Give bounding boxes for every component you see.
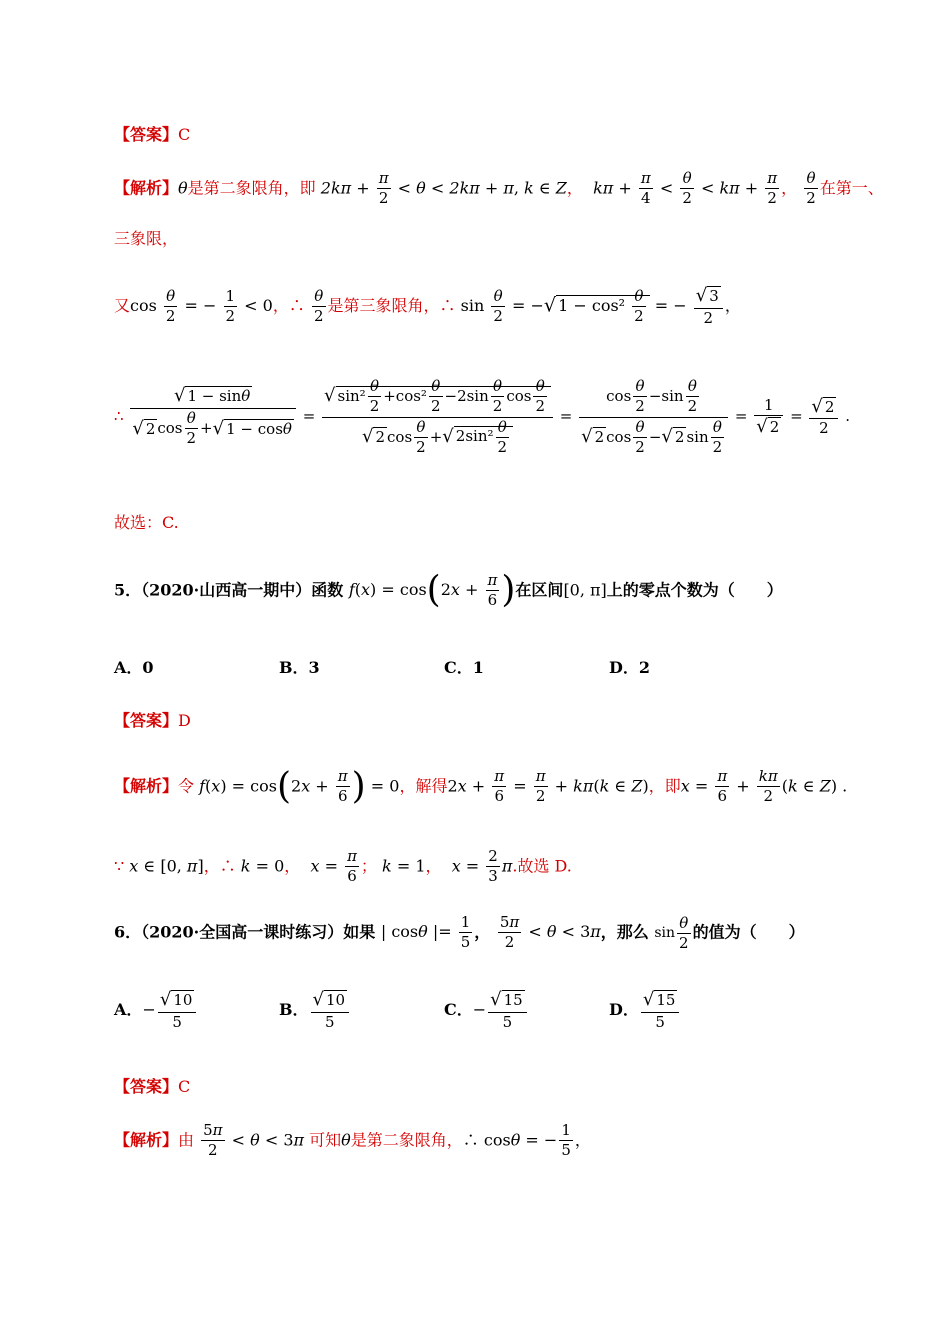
question-text: 的值为（ ）	[692, 922, 805, 942]
analysis-line-4: ∴ √ 1 − sinθ √ 2 cos $\frac{\theta}{2}$ +√ 1 − cosθ = √ sin² $\frac{\theta}{2}$ +cos² $\frac{\theta}{2}$ −2sin $\frac{\theta}{2}$ cos $\frac{\theta}{2}$ √ 2 cos $\frac{\theta}{2}$ +√ 2sin² $\frac{\theta}{2}$ = cos $\frac{\theta}{2}$ −sin $\frac{\theta}{2}$ √ 2 cos $\frac{\theta}{2}$ −√ 2 sin $\frac{\theta}{2}$ = $\frac{1}{√ 2}$ = $\frac{√ 2}{2}$ .	[114, 377, 850, 456]
analysis-label: 【解析】	[114, 178, 179, 198]
answer-line-6	[114, 1074, 190, 1097]
analysis-text: 是第二象限角，	[350, 1130, 463, 1150]
analysis-text: 令	[178, 776, 195, 796]
analysis-line-2: 三象限，	[114, 229, 179, 248]
analysis-text: 可知	[309, 1130, 342, 1150]
question-5-stem: 5．（2020·山西高一期中）函数 f(x) = cos(2x + $\frac{\pi}{6}$ )在区间[0, π]上的零点个数为（ ）	[114, 569, 783, 611]
analysis-text: 在第一、	[819, 178, 884, 198]
option-c: C．1	[444, 658, 484, 677]
option-b: B．3	[279, 658, 320, 677]
question-number: 5．	[114, 580, 142, 600]
analysis-text: 又	[114, 295, 131, 315]
option-a: A．− $\frac{√ 10}{5}$	[114, 990, 198, 1031]
question-text: 如果	[343, 922, 376, 942]
answer-value: C	[178, 1077, 191, 1096]
analysis-text: ，解得	[399, 776, 448, 796]
option-d: D．2	[609, 658, 651, 677]
answer-label: 【答案】	[114, 125, 179, 144]
analysis-text: 是第二象限角，即	[187, 178, 316, 198]
analysis-text: .故选 D.	[512, 856, 572, 876]
analysis-label: 【解析】	[114, 1130, 179, 1150]
question-source: （2020·全国高一课时练习）	[141, 922, 344, 942]
option-c: C．− $\frac{√ 15}{5}$	[444, 990, 529, 1031]
answer-label: 【答案】	[114, 711, 179, 730]
option-a: A．0	[114, 658, 154, 677]
conclusion-line: 故选：C.	[114, 513, 179, 532]
analysis-line-3: 又cos $\frac{\theta}{2}$ = − $\frac{1}{2}$ < 0，∴ $\frac{\theta}{2}$ 是第三象限角，∴ sin $\frac{\theta}{2}$ = −√ 1 − cos² $\frac{\theta}{2}$ = − $\frac{√ 3}{2}$ ，	[114, 285, 741, 327]
answer-value: C	[178, 125, 191, 144]
option-b: B． $\frac{√ 10}{5}$	[279, 990, 351, 1031]
analysis-text: 是第三象限角，	[327, 295, 440, 315]
question-text: ，那么	[600, 922, 649, 942]
answer-label: 【答案】	[114, 1077, 179, 1096]
question-6-stem: 6．（2020·全国高一课时练习）如果 | cosθ |= $\frac{1}{5}$ ， $\frac{5\pi}{2}$ < θ < 3π，那么 sin $\frac{\theta}{2}$ 的值为（ ）	[114, 913, 805, 952]
analysis-5-line-1: 【解析】令 f(x) = cos(2x + $\frac{\pi}{6}$ ) = 0，解得2x + $\frac{\pi}{6}$ = $\frac{\pi}{2}$ + kπ(k ∈ Z)，即x = $\frac{\pi}{6}$ + $\frac{k\pi}{2}$ (k ∈ Z) .	[114, 765, 848, 807]
analysis-6-line-1: 【解析】由 $\frac{5\pi}{2}$ < θ < 3π 可知θ是第二象限角，∴ cosθ = − $\frac{1}{5}$ ，	[114, 1121, 591, 1160]
analysis-5-line-2: ∵ x ∈ [0, π]，∴ k = 0， x = $\frac{\pi}{6}$ ； k = 1， x = $\frac{2}{3}$ π.故选 D.	[114, 847, 572, 886]
analysis-line-1: 【解析】θ是第二象限角，即 2kπ + $\frac{\pi}{2}$ < θ < 2kπ + π, k ∈ Z， kπ + $\frac{\pi}{4}$ < $\frac{\theta}{2}$ < kπ + $\frac{\pi}{2}$ ， $\frac{\theta}{2}$ 在第一、	[114, 169, 884, 208]
question-text: 函数	[311, 580, 344, 600]
answer-line-5	[114, 708, 191, 731]
answer-value: D	[178, 711, 191, 730]
answer-line-1	[114, 122, 190, 145]
question-source: （2020·山西高一期中）	[141, 580, 312, 600]
question-text: 上的零点个数为（ ）	[606, 580, 783, 600]
analysis-text: 由	[178, 1130, 195, 1150]
option-d: D． $\frac{√ 15}{5}$	[609, 990, 681, 1031]
analysis-label: 【解析】	[114, 776, 179, 796]
question-number: 6．	[114, 922, 142, 942]
analysis-text: ，即	[648, 776, 681, 796]
question-text: 在区间	[515, 580, 564, 600]
